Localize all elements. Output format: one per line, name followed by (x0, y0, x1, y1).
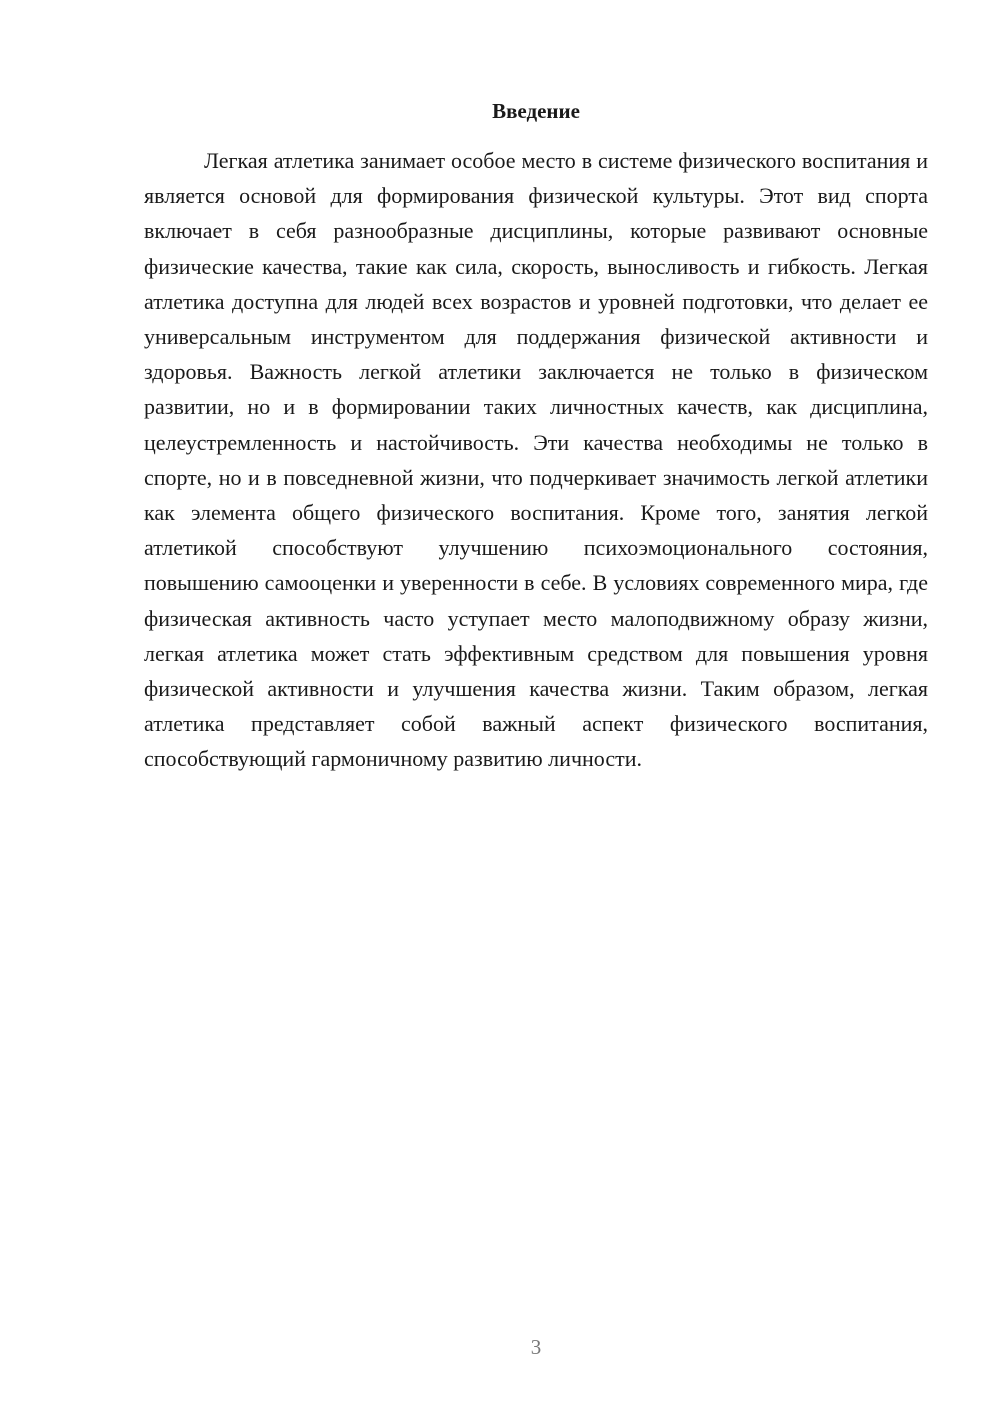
section-heading: Введение (492, 99, 580, 123)
intro-paragraph: Легкая атлетика занимает особое место в системе физического воспитания и является основой для формирования физической культуры. Этот вид спорта включает в себя разнообразные дисциплины, которые развивают основные физические качества, такие как сила, скорость, выносливость и гибкость. Легкая атлетика доступна для людей всех возрастов и уровней подготовки, что делает ее универсальным инструментом для поддержания физической активности и здоровья. Важность легкой атлетики заключается не только в физическом развитии, но и в формировании таких личностных качеств, как дисциплина, целеустремленность и настойчивость. Эти качества необходимы не только в спорте, но и в повседневной жизни, что подчеркивает значимость легкой атлетики как элемента общего физического воспитания. Кроме того, занятия легкой атлетикой способствуют улучшению психоэмоционального состояния, повышению самооценки и уверенности в себе. В условиях современного мира, где физическая активность часто уступает место малоподвижному образу жизни, легкая атлетика может стать эффективным средством для повышения уровня физической активности и улучшения качества жизни. Таким образом, легкая атлетика представляет собой важный аспект физического воспитания, способствующий гармоничному развитию личности. (144, 148, 928, 772)
body-text (144, 143, 928, 777)
page-number: 3 (530, 1335, 542, 1359)
